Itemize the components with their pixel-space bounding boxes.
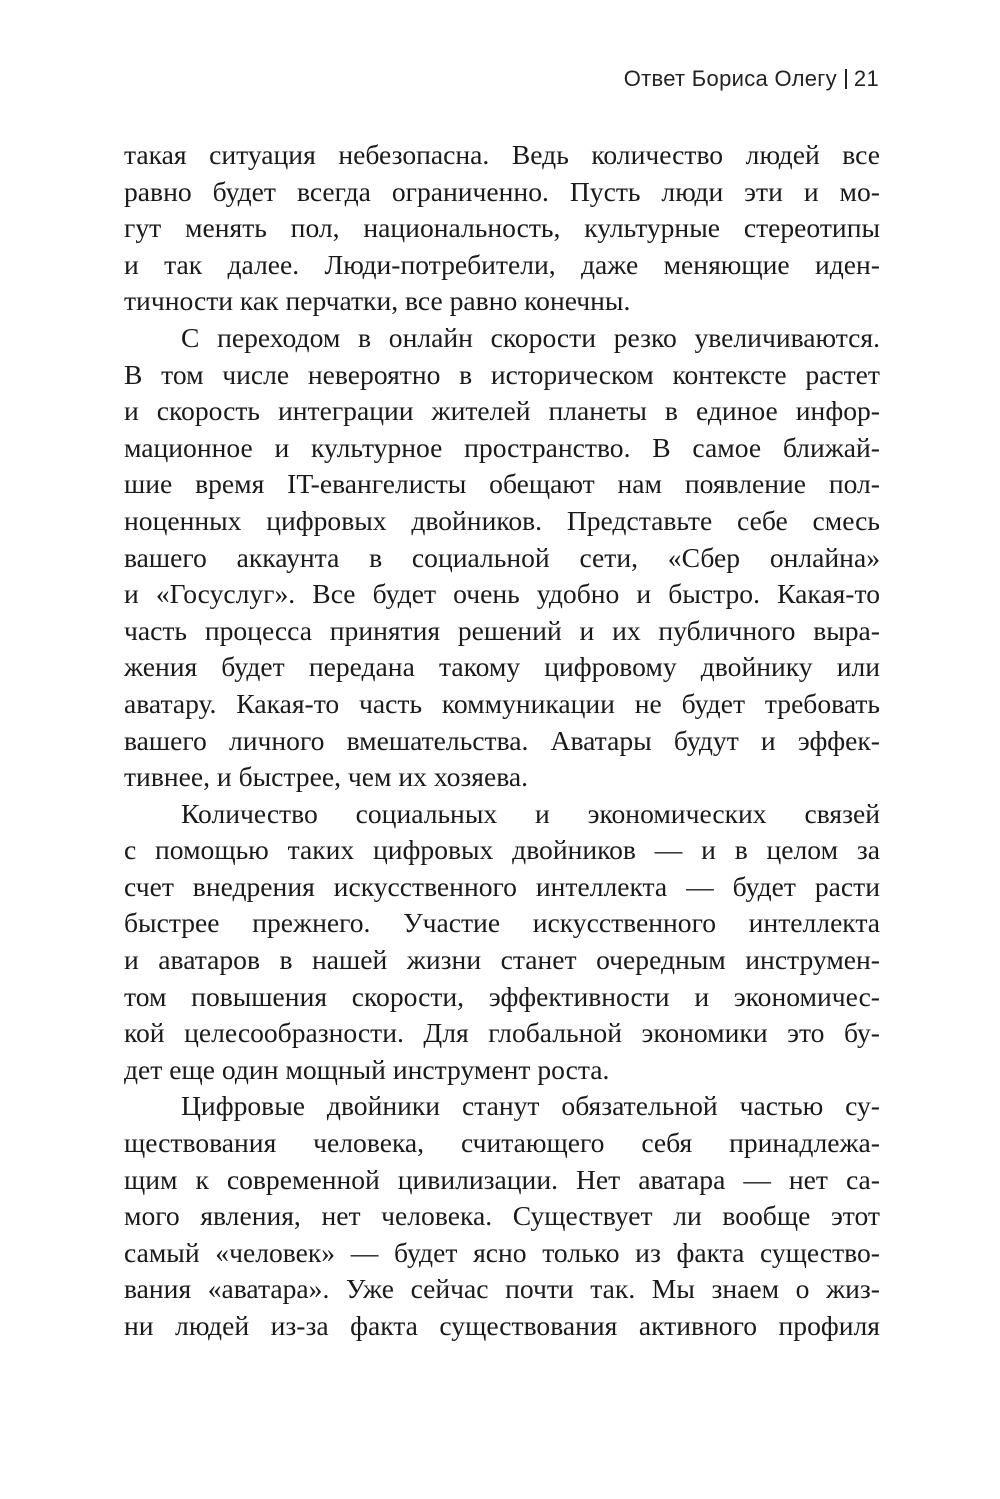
text-line: ществования человека, считающего себя принадлежа- <box>124 1127 880 1159</box>
header-separator <box>845 69 847 89</box>
text-line: гут менять пол, национальность, культурные стереотипы <box>124 212 880 244</box>
text-line: счет внедрения искусственного интеллекта — будет расти <box>124 870 880 902</box>
body-text <box>124 137 880 1345</box>
text-line: такая ситуация небезопасна. Ведь количество людей все <box>124 139 880 170</box>
text-line: С переходом в онлайн скорости резко увеличиваются. <box>181 321 880 353</box>
text-line: шие время IT-евангелисты обещают нам появление пол- <box>124 468 880 500</box>
paragraph <box>124 320 880 796</box>
text-line: и скорость интеграции жителей планеты в единое инфор- <box>124 395 880 427</box>
paragraph <box>124 1088 880 1344</box>
text-line: щим к современной цивилизации. Нет аватара — нет са- <box>124 1163 880 1195</box>
text-line: вания «аватара». Уже сейчас почти так. Мы знаем о жиз- <box>124 1273 880 1305</box>
text-line: с помощью таких цифровых двойников — и в целом за <box>124 834 880 866</box>
text-line: часть процесса принятия решений и их публичного выра- <box>124 614 880 646</box>
text-line: быстрее прежнего. Участие искусственного интеллекта <box>124 907 880 939</box>
text-line: кой целесообразности. Для глобальной экономики это бу- <box>124 1017 880 1049</box>
text-line: и «Госуслуг». Все будет очень удобно и быстро. Какая-то <box>124 578 880 610</box>
text-line: Количество социальных и экономических связей <box>181 797 880 829</box>
text-line: вашего аккаунта в социальной сети, «Сбер онлайна» <box>124 541 880 573</box>
text-line: В том числе невероятно в историческом контексте растет <box>124 358 880 390</box>
text-line: ни людей из-за факта существования активного профиля <box>124 1310 880 1341</box>
running-header <box>624 66 879 92</box>
running-header-title: Ответ Бориса Олегу <box>623 66 837 91</box>
text-line: тивнее, и быстрее, чем их хозяева. <box>124 761 529 793</box>
text-line: дет еще один мощный инструмент роста. <box>124 1053 610 1085</box>
text-line: и так далее. Люди-потребители, даже меняющие иден- <box>124 248 880 280</box>
paragraph <box>124 796 880 1089</box>
text-line: аватару. Какая-то часть коммуникации не будет требовать <box>124 687 880 719</box>
text-line: мого явления, нет человека. Существует ли вообще этот <box>124 1200 880 1232</box>
text-line: вашего личного вмешательства. Аватары будут и эффек- <box>124 724 880 756</box>
text-line: и аватаров в нашей жизни станет очередным инструмен- <box>124 944 880 976</box>
text-line: Цифровые двойники станут обязательной частью су- <box>181 1090 880 1122</box>
text-line: жения будет передана такому цифровому двойнику или <box>124 651 880 683</box>
paragraph <box>124 137 880 320</box>
text-line: ноценных цифровых двойников. Представьте себе смесь <box>124 504 880 536</box>
text-line: тичности как перчатки, все равно конечны. <box>124 285 631 317</box>
text-line: том повышения скорости, эффективности и экономичес- <box>124 980 880 1012</box>
page-number: 21 <box>853 66 879 91</box>
text-line: мационное и культурное пространство. В самое ближай- <box>124 431 880 463</box>
text-line: самый «человек» — будет ясно только из факта существо- <box>124 1236 880 1268</box>
text-line: равно будет всегда ограниченно. Пусть люди эти и мо- <box>124 175 880 207</box>
